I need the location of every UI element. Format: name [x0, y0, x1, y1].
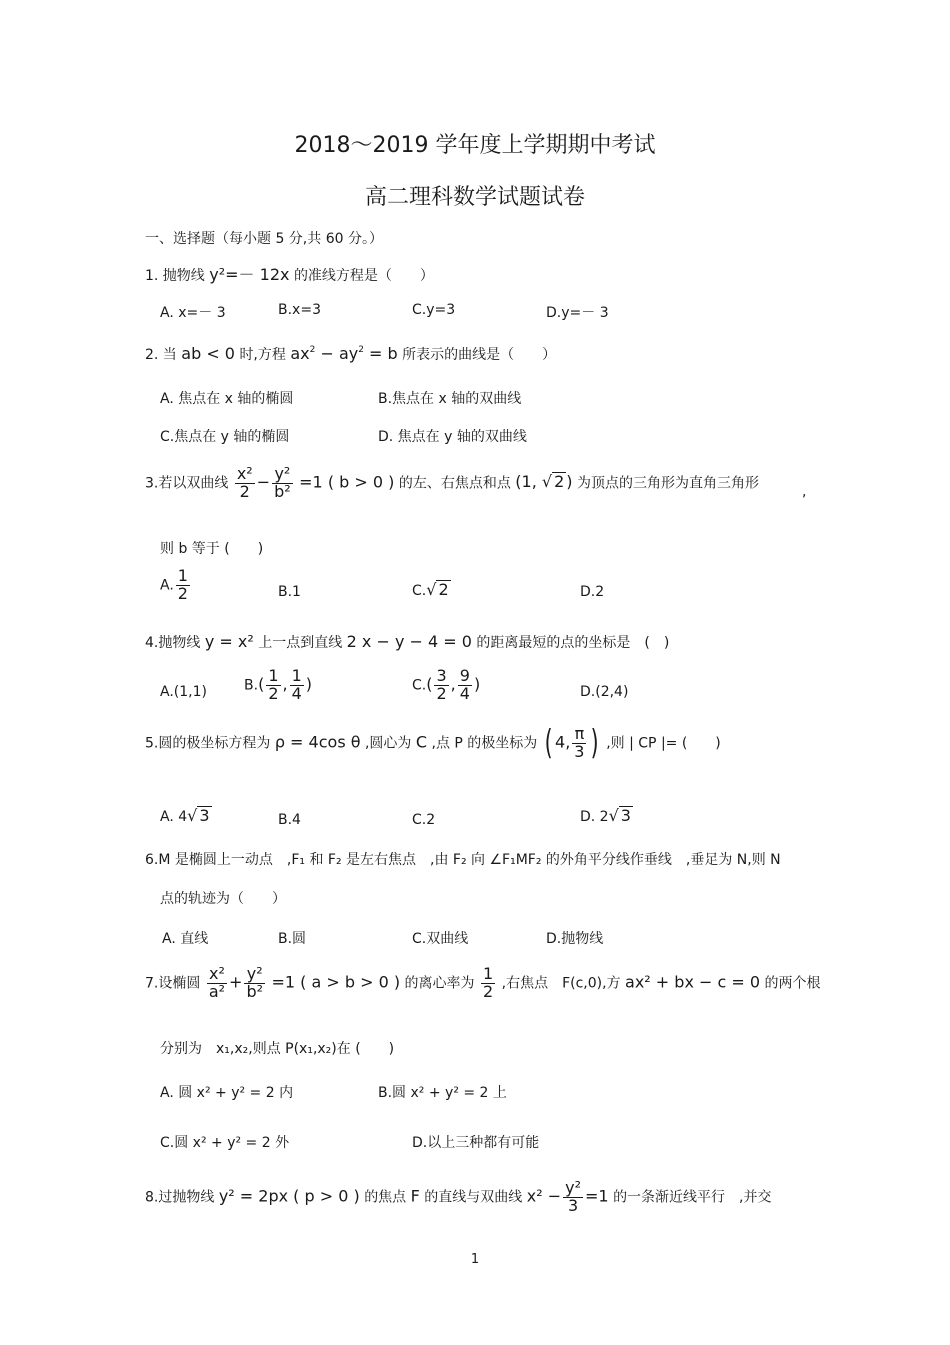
- q5-option-a: A. 4√ 3: [160, 806, 210, 825]
- question-6: 6.M 是椭圆上一动点 ,F₁ 和 F₂ 是左右焦点 ,由 F₂ 向 ∠F₁MF₂ 的外角平分线作垂线 ,垂足为 N,则 N: [145, 852, 781, 868]
- q1-option-d: D.y=－ 3: [546, 305, 609, 321]
- q2-option-a: A. 焦点在 x 轴的椭圆: [160, 391, 294, 407]
- q7-option-d: D.以上三种都有可能: [412, 1135, 540, 1151]
- q8-hyperbola-tail: =1: [585, 1186, 609, 1206]
- q5-center: C: [415, 732, 428, 752]
- q6-option-c: C.双曲线: [412, 931, 469, 947]
- q4-suffix: 的距离最短的点的坐标是 ( ): [476, 635, 670, 651]
- q5-option-d: D. 2√ 3: [580, 806, 631, 825]
- q1-option-c: C.y=3: [412, 302, 456, 318]
- q7-mid-1: 的离心率为: [404, 975, 475, 992]
- q7-prefix: 7.设椭圆: [145, 975, 201, 992]
- q1-equation: y²=－ 12x: [209, 265, 290, 284]
- q2-mid: 时,方程: [239, 347, 286, 363]
- question-4: [145, 632, 669, 652]
- q4-option-d: D.(2,4): [580, 684, 629, 700]
- q2-option-b: B.焦点在 x 轴的双曲线: [378, 391, 522, 407]
- q5-mid-1: ,圆心为: [364, 735, 412, 752]
- q3-comma: ,: [802, 484, 807, 500]
- q6-option-d: D.抛物线: [546, 931, 604, 947]
- q7-frac-y: $\frac{\text{y²}}{\text{b²}}$: [246, 964, 264, 1001]
- q4-option-a: A.(1,1): [160, 684, 207, 700]
- q7-mid-2: ,右焦点 F(c,0),方: [501, 975, 621, 992]
- q1-option-a: A. x=－ 3: [160, 305, 226, 321]
- q7-frac-x: $\frac{\text{x²}}{\text{a²}}$: [208, 964, 226, 1001]
- q6-option-a: A. 直线: [162, 931, 209, 947]
- q2-option-d: D. 焦点在 y 轴的双曲线: [378, 429, 527, 445]
- page-number: 1: [470, 1252, 480, 1267]
- q2-prefix: 2. 当: [145, 347, 177, 363]
- q3-line-2: 则 b 等于 ( ): [160, 541, 264, 557]
- q1-prefix: 1. 抛物线: [145, 268, 205, 284]
- q3-equation-tail: =1 ( b > 0 ): [299, 472, 395, 492]
- q8-mid-2: 的直线与双曲线: [424, 1189, 523, 1206]
- exam-title: 2018～2019 学年度上学期期中考试: [294, 133, 656, 158]
- question-2: [145, 344, 556, 364]
- q3-option-d: D.2: [580, 584, 605, 600]
- q5-mid-2: ,点 P 的极坐标为: [431, 735, 538, 752]
- question-3: 3.若以双曲线 $\frac{\text{x²}}{2}$ − $\frac{\text{y²}}{\text{b²}}$ =1 ( b > 0 ) 的左、右焦点和点 (1, √ 2 ) 为顶点的三角形为直角三角形: [145, 464, 759, 501]
- question-5: 5.圆的极坐标方程为 ρ = 4cos θ ,圆心为 C ,点 P 的极坐标为 ( 4, $\frac{\pi}{3}$ ) ,则 | CP |= ( ): [145, 723, 721, 764]
- q5-equation: ρ = 4cos θ: [274, 732, 361, 752]
- q3-option-c: C.√ 2: [412, 580, 449, 599]
- exam-subtitle: 高二理科数学试题试卷: [364, 185, 585, 210]
- q4-prefix: 4.抛物线: [145, 635, 201, 651]
- question-8: [145, 1180, 772, 1215]
- q2-option-c: C.焦点在 y 轴的椭圆: [160, 429, 290, 445]
- q4-mid: 上一点到直线: [258, 635, 343, 651]
- q8-suffix: 的一条渐近线平行 ,并交: [613, 1189, 772, 1206]
- q2-suffix: 所表示的曲线是（ ）: [402, 347, 557, 363]
- q3-option-a: A. $\frac{1}{2}$: [160, 566, 188, 603]
- q5-polar-angle: $\frac{\pi}{3}$: [574, 724, 585, 761]
- q5-prefix: 5.圆的极坐标方程为: [145, 735, 271, 752]
- section-heading: 一、选择题（每小题 5 分,共 60 分。）: [145, 231, 383, 247]
- q2-condition: ab < 0: [181, 344, 235, 363]
- question-1: [145, 262, 434, 285]
- q5-option-c: C.2: [412, 812, 436, 828]
- q7-line-2: 分别为 x₁,x₂,则点 P(x₁,x₂)在 ( ): [160, 1041, 395, 1057]
- q4-equation: y = x²: [204, 632, 254, 651]
- q5-option-b: B.4: [278, 812, 301, 828]
- question-7: 7.设椭圆 $\frac{\text{x²}}{\text{a²}}$ + $\frac{\text{y²}}{\text{b²}}$ =1 ( a > b > 0 ) 的离心率为 $\frac{1}{2}$ ,右焦点 F(c,0),方 ax² + bx − c = 0 的两个根: [145, 964, 821, 1001]
- q3-mid: 的左、右焦点和点: [398, 475, 511, 492]
- q8-focus: F: [410, 1186, 420, 1206]
- q5-polar-r: 4,: [555, 732, 571, 752]
- q6-option-b: B.圆: [278, 931, 307, 947]
- q8-prefix: 8.过抛物线: [145, 1189, 215, 1206]
- q7-option-c: C.圆 x² + y² = 2 外: [160, 1135, 290, 1151]
- q7-quadratic: ax² + bx − c = 0: [625, 972, 761, 992]
- q1-option-b: B.x=3: [278, 302, 321, 318]
- q7-eccentricity: $\frac{1}{2}$: [483, 964, 494, 1001]
- q3-frac-x: $\frac{\text{x²}}{2}$: [236, 464, 253, 501]
- q3-prefix: 3.若以双曲线: [145, 475, 229, 492]
- q8-mid-1: 的焦点: [364, 1189, 407, 1206]
- q4-option-c: C.( $\frac{3}{2}$ , $\frac{9}{4}$ ): [412, 666, 481, 703]
- q3-suffix: 为顶点的三角形为直角三角形: [576, 475, 759, 492]
- q1-suffix: 的准线方程是（ ）: [293, 268, 434, 284]
- q5-suffix: ,则 | CP |= ( ): [606, 735, 721, 752]
- q8-equation: y² = 2px ( p > 0 ): [218, 1186, 360, 1206]
- q4-line-equation: 2 x − y − 4 = 0: [346, 632, 472, 651]
- q3-point: (1, √ 2 ): [515, 472, 573, 492]
- q8-hyperbola-x: x² −: [526, 1186, 562, 1206]
- q2-equation: $ax^2 - ay^2 = b$: [290, 344, 398, 363]
- q7-option-a: A. 圆 x² + y² = 2 内: [160, 1085, 294, 1101]
- q8-hyperbola-frac: $\frac{\text{y²}}{3}$: [565, 1178, 582, 1215]
- q7-suffix: 的两个根: [764, 975, 821, 992]
- q7-equation-tail: =1 ( a > b > 0 ): [271, 972, 401, 992]
- q4-option-b: B.( $\frac{1}{2}$ , $\frac{1}{4}$ ): [244, 666, 313, 703]
- q6-line-2: 点的轨迹为（ ）: [160, 891, 286, 907]
- q3-frac-y: $\frac{\text{y²}}{\text{b²}}$: [274, 464, 291, 501]
- q7-option-b: B.圆 x² + y² = 2 上: [378, 1085, 507, 1101]
- q3-option-b: B.1: [278, 584, 301, 600]
